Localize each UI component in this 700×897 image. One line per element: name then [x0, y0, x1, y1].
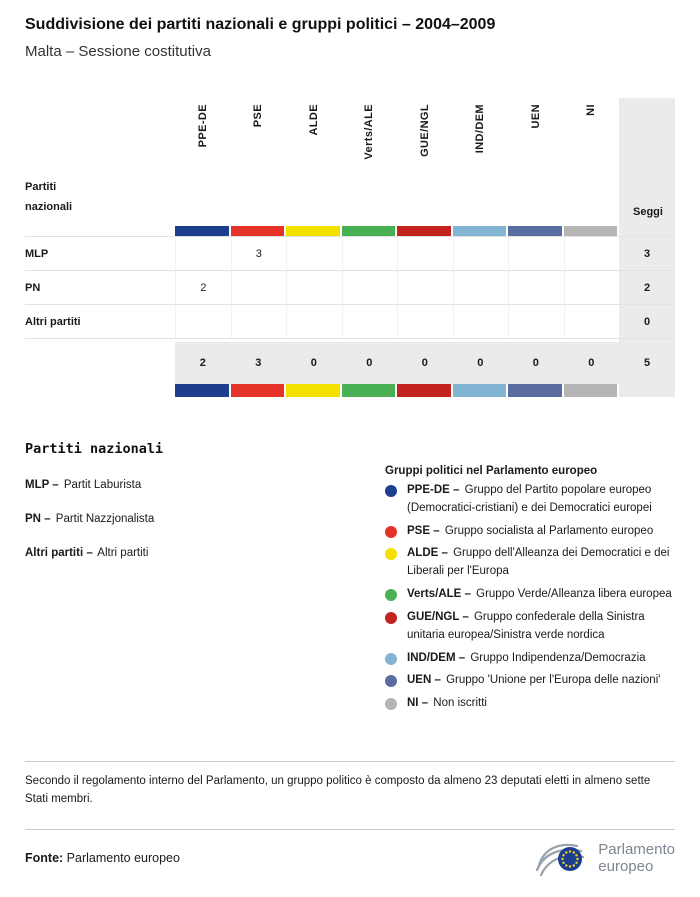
total-cell-alde: 0 [286, 342, 342, 384]
spacer-cell [25, 384, 175, 397]
color-bar-gue-ngl [397, 226, 451, 236]
legend-item-ind-dem [385, 650, 675, 668]
color-bar-ni [564, 226, 618, 236]
total-cell-ni: 0 [564, 342, 620, 384]
value-cell [508, 304, 564, 338]
group-name: Gruppo socialista al Parlamento europeo [444, 524, 654, 537]
verts-ale-color-dot [385, 589, 397, 601]
color-bar-ni [564, 384, 618, 397]
ep-logo-text-line2: europeo [598, 858, 654, 876]
seats-cell-altri-partiti: 0 [619, 304, 675, 338]
color-bar-cell [175, 226, 231, 236]
political-groups-legend [385, 441, 675, 713]
legend-item-pn [25, 513, 385, 525]
column-header-label: ALDE [307, 104, 320, 136]
group-description [407, 523, 653, 541]
column-header-alde [286, 98, 342, 226]
group-description [407, 586, 672, 604]
column-header-seggi [619, 98, 675, 226]
value-cell [508, 270, 564, 304]
column-header-verts-ale [342, 98, 398, 226]
value-cell: 3 [231, 236, 287, 270]
color-bar-cell [231, 384, 287, 397]
color-bar-cell [564, 226, 620, 236]
column-header-label: UEN [529, 104, 542, 129]
seats-column-cell [619, 226, 675, 236]
note-text: Secondo il regolamento interno del Parlamento, un gruppo politico è composto da almeno 23 deputati eletti in almeno sette Stati membri. [25, 774, 651, 805]
group-name: Gruppo Verde/Alleanza libera europea [476, 588, 672, 601]
political-groups-legend-title: Gruppi politici nel Parlamento europeo [385, 465, 598, 477]
row-label-pn: PN [25, 270, 175, 304]
color-bar-pse [231, 226, 285, 236]
color-bar-cell [175, 384, 231, 397]
color-bar-verts-ale [342, 384, 396, 397]
color-bar-cell [231, 226, 287, 236]
value-cell [397, 304, 453, 338]
group-description [407, 545, 675, 581]
gue-ngl-color-dot [385, 612, 397, 624]
value-cell [231, 304, 287, 338]
color-bar-ind-dem [453, 226, 507, 236]
value-cell [286, 270, 342, 304]
page-title: Suddivisione dei partiti nazionali e gruppi politici – 2004–2009 [25, 16, 496, 33]
ep-logo-text [598, 841, 675, 876]
row-label-altri-partiti: Altri partiti [25, 304, 175, 338]
value-cell [342, 236, 398, 270]
legend-item-uen [385, 672, 675, 690]
ppe-de-color-dot [385, 485, 397, 497]
group-name: Gruppo 'Unione per l'Europa delle nazioni' [446, 674, 661, 687]
legend-item-verts-ale [385, 586, 675, 604]
group-abbr: GUE/NGL – [407, 610, 469, 623]
row-header-line1: Partiti [25, 181, 57, 194]
group-description [407, 609, 675, 645]
value-cell [342, 270, 398, 304]
seats-cell-pn: 2 [619, 270, 675, 304]
color-bar-cell [453, 226, 509, 236]
seats-header-label: Seggi [633, 206, 663, 218]
value-cell: 2 [175, 270, 231, 304]
column-header-label: GUE/NGL [418, 104, 431, 157]
group-abbr: NI – [407, 697, 429, 710]
source-line [25, 851, 180, 865]
group-description [407, 695, 487, 713]
column-header-label: PSE [252, 104, 265, 128]
value-cell [564, 236, 620, 270]
color-bar-cell [508, 384, 564, 397]
group-abbr: UEN – [407, 674, 441, 687]
ni-color-dot [385, 698, 397, 710]
row-header-line2: nazionali [25, 201, 73, 214]
legend-item-gue-ngl [385, 609, 675, 645]
uen-color-dot [385, 675, 397, 687]
value-cell [453, 236, 509, 270]
row-label-mlp: MLP [25, 236, 175, 270]
value-cell [508, 236, 564, 270]
column-header-pse [231, 98, 287, 226]
seats-cell-mlp: 3 [619, 236, 675, 270]
legend-item-alde [385, 545, 675, 581]
value-cell [231, 270, 287, 304]
legend-item-ni [385, 695, 675, 713]
group-abbr: ALDE – [407, 547, 448, 560]
value-cell [175, 304, 231, 338]
page-subtitle: Malta – Sessione costitutiva [25, 43, 211, 60]
value-cell [342, 304, 398, 338]
total-cell-ind-dem: 0 [453, 342, 509, 384]
party-name: Partit Nazzjonalista [55, 513, 155, 525]
group-name: Gruppo Indipendenza/Democrazia [470, 651, 646, 664]
group-abbr: Verts/ALE – [407, 588, 471, 601]
group-abbr: PSE – [407, 524, 440, 537]
row-header-label [25, 98, 175, 226]
group-abbr: IND/DEM – [407, 651, 466, 664]
color-bar-alde [286, 384, 340, 397]
color-bar-cell [286, 226, 342, 236]
legend-item-ppe-de [385, 482, 675, 518]
group-name: Gruppo del Partito popolare europeo (Democratici-cristiani) e dei Democratici europei [407, 484, 652, 514]
ep-logo-mark [535, 840, 589, 877]
color-bar-cell [564, 384, 620, 397]
color-bar-cell [342, 384, 398, 397]
group-description [407, 650, 646, 668]
group-name: Gruppo dell'Alleanza dei Democratici e dei Liberali per l'Europa [407, 547, 670, 578]
column-header-ppe-de [175, 98, 231, 226]
total-seats-cell: 5 [619, 342, 675, 384]
party-abbr: MLP – [25, 479, 59, 491]
column-header-gue-ngl [397, 98, 453, 226]
european-parliament-logo [535, 840, 675, 877]
source-value: Parlamento europeo [66, 851, 180, 866]
group-abbr: PPE-DE – [407, 484, 460, 496]
color-bar-gue-ngl [397, 384, 451, 397]
group-name: Non iscritti [433, 697, 487, 710]
value-cell [453, 270, 509, 304]
column-header-ni [564, 98, 620, 226]
color-bar-uen [508, 384, 562, 397]
group-description [407, 672, 660, 690]
divider [25, 829, 675, 830]
value-cell [286, 236, 342, 270]
color-bar-uen [508, 226, 562, 236]
ind-dem-color-dot [385, 653, 397, 665]
color-bar-cell [397, 226, 453, 236]
color-bar-cell [286, 384, 342, 397]
value-cell [564, 304, 620, 338]
column-header-ind-dem [453, 98, 509, 226]
pse-color-dot [385, 526, 397, 538]
value-cell [397, 236, 453, 270]
total-cell-gue-ngl: 0 [397, 342, 453, 384]
spacer-cell [25, 342, 175, 384]
group-description [407, 482, 675, 518]
color-bar-alde [286, 226, 340, 236]
national-parties-legend-title: Partiti nazionali [25, 441, 164, 457]
legend-item-altri-partiti [25, 547, 385, 559]
column-header-label: IND/DEM [474, 104, 487, 154]
party-abbr: PN – [25, 513, 51, 525]
total-cell-uen: 0 [508, 342, 564, 384]
footer [25, 840, 675, 877]
color-bar-cell [453, 384, 509, 397]
color-bar-cell [342, 226, 398, 236]
party-name: Altri partiti [97, 547, 149, 559]
column-header-label: Verts/ALE [363, 104, 376, 160]
total-cell-ppe-de: 2 [175, 342, 231, 384]
group-name: Gruppo confederale della Sinistra unitaria europea/Sinistra verde nordica [407, 610, 645, 641]
color-bar-ind-dem [453, 384, 507, 397]
color-bar-cell [397, 384, 453, 397]
legend-item-pse [385, 523, 675, 541]
legend [25, 441, 675, 713]
legend-item-mlp [25, 479, 385, 491]
ep-logo-text-line1: Parlamento [598, 840, 675, 858]
value-cell [564, 270, 620, 304]
column-header-label: NI [585, 104, 598, 116]
spacer-cell [25, 226, 175, 236]
value-cell [453, 304, 509, 338]
color-bar-cell [508, 226, 564, 236]
color-bar-verts-ale [342, 226, 396, 236]
party-abbr: Altri partiti – [25, 547, 93, 559]
value-cell [286, 304, 342, 338]
color-bar-pse [231, 384, 285, 397]
national-parties-legend [25, 441, 385, 713]
column-header-label: PPE-DE [196, 104, 209, 148]
alde-color-dot [385, 548, 397, 560]
column-header-uen [508, 98, 564, 226]
color-bar-ppe-de [175, 226, 229, 236]
total-cell-pse: 3 [231, 342, 287, 384]
party-name: Partit Laburista [63, 479, 142, 491]
divider [25, 761, 675, 762]
total-cell-verts-ale: 0 [342, 342, 398, 384]
color-bar-ppe-de [175, 384, 229, 397]
value-cell [175, 236, 231, 270]
seats-column-cell [619, 384, 675, 397]
results-table [25, 98, 675, 397]
source-label: Fonte: [25, 851, 64, 866]
value-cell [397, 270, 453, 304]
